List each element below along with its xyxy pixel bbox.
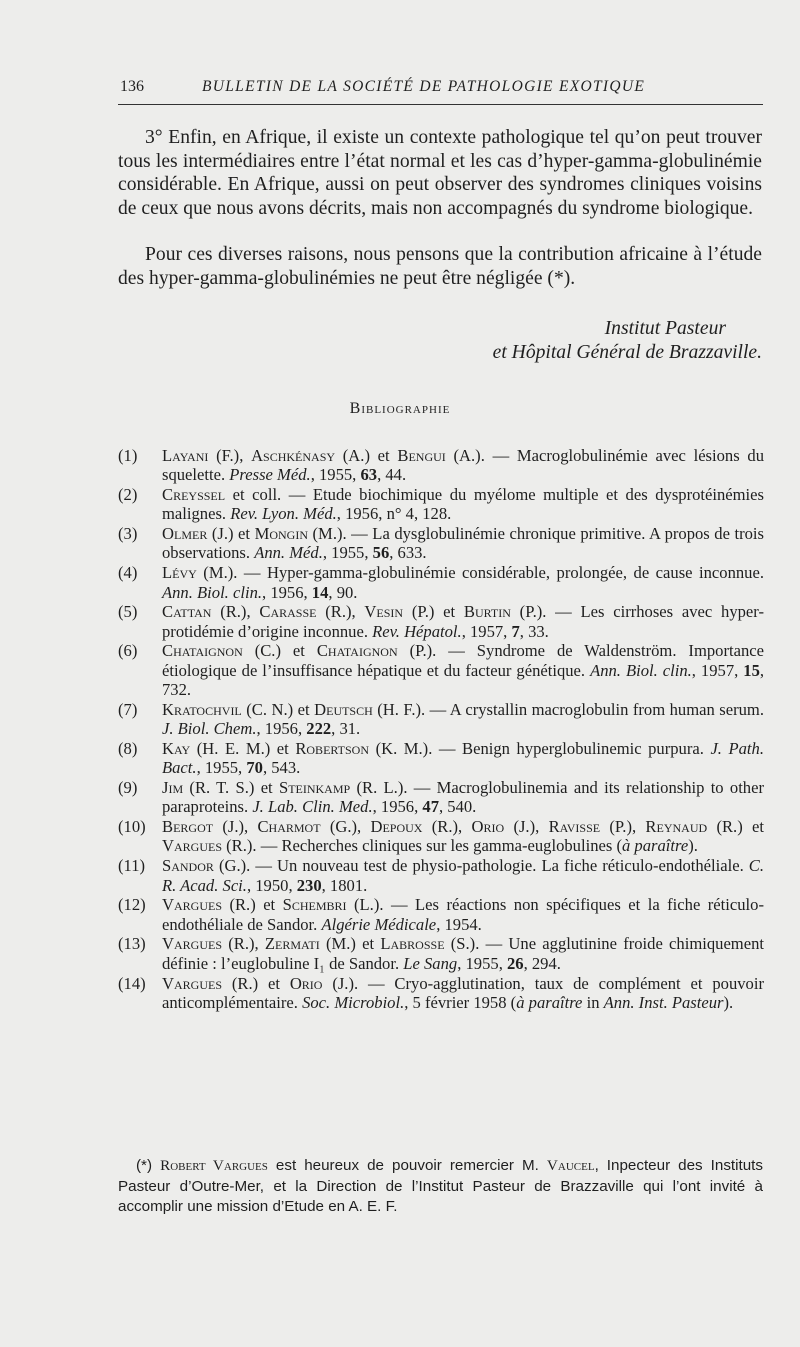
reference-part-g2: à paraître: [516, 992, 583, 1012]
reference-number: (12): [118, 895, 146, 915]
reference-part-c: Orio: [289, 973, 323, 993]
reference-part-a: Cattan: [162, 602, 212, 622]
reference-part-f2: (P.). — Les cirrhoses avec hyper-protidémie d’origine inconnue.: [162, 602, 765, 641]
reference-part-i: , 90.: [328, 582, 358, 602]
reference-part-b: (R. T. S.) et: [183, 778, 279, 798]
reference-part-h: , 1955,: [196, 758, 247, 778]
reference-part-h: ).: [688, 836, 698, 856]
reference-part-v: 47: [422, 797, 439, 817]
reference-part-a: Lévy: [162, 563, 197, 583]
reference-part-i: , 732.: [162, 660, 765, 700]
reference-part-v: 56: [372, 543, 390, 563]
footnote-text-2: , Inpecteur des Instituts Pasteur d’Outre-Mer, et la Direction de l’Institut Pasteur de Brazzaville qui l’ont invité à accomplir une mission d’Etude en A. E. F.: [118, 1157, 763, 1215]
reference-part-g: Rev. Lyon. Méd.: [230, 504, 337, 524]
reference-number: (2): [118, 485, 138, 505]
affiliation-line-2: et Hôpital Général de Brazzaville.: [492, 342, 762, 363]
reference-part-c: Chataignon: [316, 641, 398, 661]
reference-part-v: 7: [511, 621, 520, 641]
reference-number: (5): [118, 602, 138, 622]
reference-number: (14): [118, 973, 146, 993]
reference-part-b: (C. N.) et: [241, 699, 315, 719]
footnote-text-1: est heureux de pouvoir remercier M.: [267, 1157, 547, 1174]
reference-part-h: , 1956,: [256, 719, 307, 739]
reference-item: [118, 602, 764, 641]
reference-part-b: (R.) et: [222, 973, 290, 993]
reference-part-a: Kay: [162, 738, 191, 758]
reference-item: [118, 974, 764, 1013]
reference-part-v: 63: [360, 465, 378, 485]
reference-part-d: (A.) et: [335, 446, 398, 465]
reference-part-b: (G.). — Un nouveau test de physio-pathologie. La fiche réticulo-endothéliale.: [213, 856, 749, 876]
footnote-mark: (*): [136, 1157, 161, 1174]
reference-part-a: Creyssel: [162, 485, 226, 505]
footnote-name-2: Vaucel: [546, 1157, 595, 1174]
reference-part-c: Zermati: [264, 934, 320, 954]
reference-item: [118, 446, 764, 485]
reference-part-f2: (J.),: [504, 817, 549, 837]
reference-part-a: Vargues: [162, 934, 222, 954]
reference-number: (10): [118, 817, 146, 837]
reference-part-h: , 1957,: [461, 621, 512, 641]
reference-number: (7): [118, 699, 138, 719]
reference-part-b: (M.). — Hyper-gamma-globulinémie considérable, prolongée, de cause inconnue.: [196, 563, 764, 583]
reference-part-e: Depoux: [370, 817, 423, 837]
reference-item: [118, 817, 764, 856]
reference-part-d: (J.). — Cryo-agglutination, taux de complément et pouvoir anticomplémentaire.: [162, 973, 764, 1012]
reference-part-d: (R.),: [316, 602, 365, 622]
reference-number: (3): [118, 524, 138, 544]
reference-part-g: Algérie Médicale: [321, 914, 437, 934]
reference-part-a: Chataignon: [162, 641, 243, 661]
reference-number: (4): [118, 563, 138, 583]
reference-part-a: Vargues: [162, 973, 222, 993]
reference-part-v: 230: [296, 875, 322, 895]
reference-part-c: Deutsch: [314, 699, 373, 719]
reference-part-b: (J.) et: [207, 524, 255, 544]
reference-part-i: , 633.: [389, 543, 427, 563]
body-paragraph-1: 3° Enfin, en Afrique, il existe un contexte pathologique tel qu’on peut trouver tous les intermédiaires entre l’état normal et les cas d’hyper-gamma-globulinémie considérable. En Afrique, aussi on peut observer des syndromes cliniques voisins de ceux que nous avons décrits, mais non accompagnés du syndrome biologique.: [118, 127, 762, 219]
reference-part-h: , 1955,: [457, 953, 507, 973]
reference-part-b: (R.) et: [222, 895, 283, 915]
reference-part-i: , 543.: [262, 758, 301, 778]
body-paragraph-2: Pour ces diverses raisons, nous pensons que la contribution africaine à l’étude des hyper-gamma-globulinémies ne peut être négligée (*).: [118, 244, 762, 289]
reference-part-i: , 540.: [438, 797, 477, 817]
reference-part-i: , 44.: [377, 465, 407, 485]
reference-part-e3: Ravisse: [548, 817, 601, 837]
reference-part-f: (S.). — Une agglutinine froide chimiquement définie : l’euglobuline I₁ de Sandor.: [162, 934, 764, 973]
reference-part-d: (H. F.). — A crystallin macroglobulin from human serum.: [372, 699, 764, 719]
reference-item: [118, 934, 764, 973]
reference-part-a: Kratochvil: [162, 699, 242, 719]
reference-number: (9): [118, 778, 138, 798]
reference-number: (11): [118, 856, 146, 876]
reference-part-h2: in: [582, 992, 604, 1012]
reference-part-b: (R.),: [222, 934, 265, 954]
journal-title: BULLETIN DE LA SOCIÉTÉ DE PATHOLOGIE EXOTIQUE: [202, 78, 646, 95]
reference-part-h: , 1954.: [436, 914, 482, 934]
reference-part-e2: Burtin: [463, 602, 511, 622]
page-number: 136: [120, 78, 144, 95]
reference-part-v: 14: [311, 582, 329, 602]
running-header: [118, 76, 760, 100]
reference-part-g: C. R. Acad. Sci.: [162, 856, 764, 895]
reference-item: [118, 700, 764, 739]
reference-part-a: Layani: [162, 446, 209, 465]
reference-item: [118, 641, 764, 699]
reference-part-b: (R.),: [211, 602, 260, 622]
reference-part-c: Schembri: [282, 895, 347, 915]
reference-part-g: Ann. Biol. clin.: [162, 582, 263, 602]
reference-part-b: (H. E. M.) et: [190, 738, 296, 758]
reference-part-g: à paraître: [621, 836, 689, 856]
header-rule: [118, 104, 763, 105]
reference-part-g: J. Path. Bact.: [162, 738, 764, 778]
reference-item: [118, 856, 764, 895]
reference-part-e: Labrosse: [380, 934, 445, 954]
reference-part-i: , 33.: [519, 621, 549, 641]
reference-part-e4: Reynaud: [645, 817, 708, 837]
reference-part-v: 222: [306, 719, 332, 739]
reference-item: [118, 524, 764, 563]
reference-part-f: (P.) et: [403, 602, 464, 622]
reference-part-b: (F.),: [208, 446, 252, 465]
reference-part-h: , 5 février 1958 (: [404, 992, 517, 1012]
reference-part-g: Rev. Hépatol.: [372, 621, 462, 641]
reference-part-g: Ann. Biol. clin.: [590, 660, 692, 680]
reference-part-i: , 1801.: [321, 875, 368, 895]
reference-part-d: (M.) et: [319, 934, 381, 954]
reference-part-h: , 1955,: [310, 465, 361, 485]
reference-part-f: (A.). — Macroglobulinémie avec lésions du squelette.: [162, 446, 764, 485]
reference-part-e: Bengui: [397, 446, 446, 465]
reference-part-c: Mongin: [254, 524, 308, 544]
reference-part-c: Robertson: [295, 738, 370, 758]
reference-part-d: (G.),: [320, 817, 371, 837]
reference-part-c: Charmot: [257, 817, 321, 837]
reference-part-g: J. Lab. Clin. Med.: [252, 797, 373, 817]
reference-part-e: Vesin: [364, 602, 404, 622]
reference-part-e5: Vargues: [162, 836, 222, 856]
reference-part-a: Vargues: [162, 895, 222, 915]
reference-part-g: Ann. Méd.: [254, 543, 323, 563]
reference-part-d: (R. L.). — Macroglobulinemia and its relationship to other paraproteins.: [162, 778, 764, 817]
reference-item: [118, 563, 764, 602]
reference-part-h: , 1956,: [262, 582, 312, 602]
footnote-name-1: Robert Vargues: [160, 1157, 268, 1174]
reference-part-h3: ).: [723, 992, 734, 1012]
reference-part-d: (K. M.). — Benign hyperglobulinemic purpura.: [369, 738, 711, 758]
reference-part-b: et coll. — Etude biochimique du myélome multiple et des dysprotéinémies malignes.: [162, 485, 764, 524]
reference-part-c: Carasse: [259, 602, 317, 622]
reference-part-a: Jim: [162, 778, 184, 798]
reference-number: (8): [118, 738, 138, 758]
reference-part-b: (C.) et: [242, 641, 317, 661]
reference-part-g: Le Sang: [403, 953, 458, 973]
reference-list: [118, 446, 764, 1013]
affiliation-line-1: Institut Pasteur: [604, 318, 726, 339]
reference-part-g: J. Biol. Chem.: [162, 719, 257, 739]
reference-item: [118, 739, 764, 778]
reference-part-h: , 1956,: [372, 797, 423, 817]
reference-part-v: 15: [743, 660, 760, 680]
reference-part-d: (L.). — Les réactions non spécifiques et la fiche réticulo-endothéliale de Sandor.: [162, 895, 764, 934]
reference-part-a: Sandor: [162, 856, 214, 876]
footnote: [118, 1156, 763, 1218]
reference-part-v: 70: [246, 758, 263, 778]
reference-part-e2: Orio: [471, 817, 505, 837]
bibliography-title: Bibliographie: [349, 400, 451, 417]
reference-item: [118, 895, 764, 934]
reference-part-v: 26: [506, 953, 524, 973]
reference-part-h: , 1950,: [246, 875, 297, 895]
reference-part-a: Olmer: [162, 524, 208, 544]
reference-part-f4: (R.) et: [707, 817, 764, 837]
reference-part-f3: (P.),: [600, 817, 646, 837]
reference-part-h: , 1957,: [691, 660, 744, 680]
reference-part-a: Bergot: [162, 817, 214, 837]
reference-part-b: (J.),: [213, 817, 258, 837]
reference-number: (1): [118, 446, 138, 465]
reference-part-g3: Ann. Inst. Pasteur: [603, 992, 724, 1012]
reference-number: (13): [118, 934, 146, 954]
reference-part-i: , 31.: [331, 719, 361, 739]
reference-part-f5: (R.). — Recherches cliniques sur les gamma-euglobulines (: [222, 836, 622, 856]
reference-part-g: Soc. Microbiol.: [302, 992, 405, 1012]
reference-part-h: , 1956, n° 4, 128.: [336, 504, 452, 524]
reference-part-i: , 294.: [523, 953, 561, 973]
reference-part-c: Aschkénasy: [251, 446, 336, 465]
reference-item: [118, 778, 764, 817]
reference-item: [118, 485, 764, 524]
reference-part-d: (M.). — La dysglobulinémie chronique primitive. A propos de trois observations.: [162, 524, 764, 563]
reference-part-h: , 1955,: [322, 543, 373, 563]
reference-part-g: Presse Méd.: [229, 465, 311, 485]
reference-part-d: (P.). — Syndrome de Waldenström. Importance étiologique de l’insuffisance hépatique et du facteur génétique.: [162, 641, 764, 680]
reference-part-f: (R.),: [422, 817, 472, 837]
reference-part-c: Steinkamp: [278, 778, 351, 798]
reference-number: (6): [118, 641, 138, 661]
